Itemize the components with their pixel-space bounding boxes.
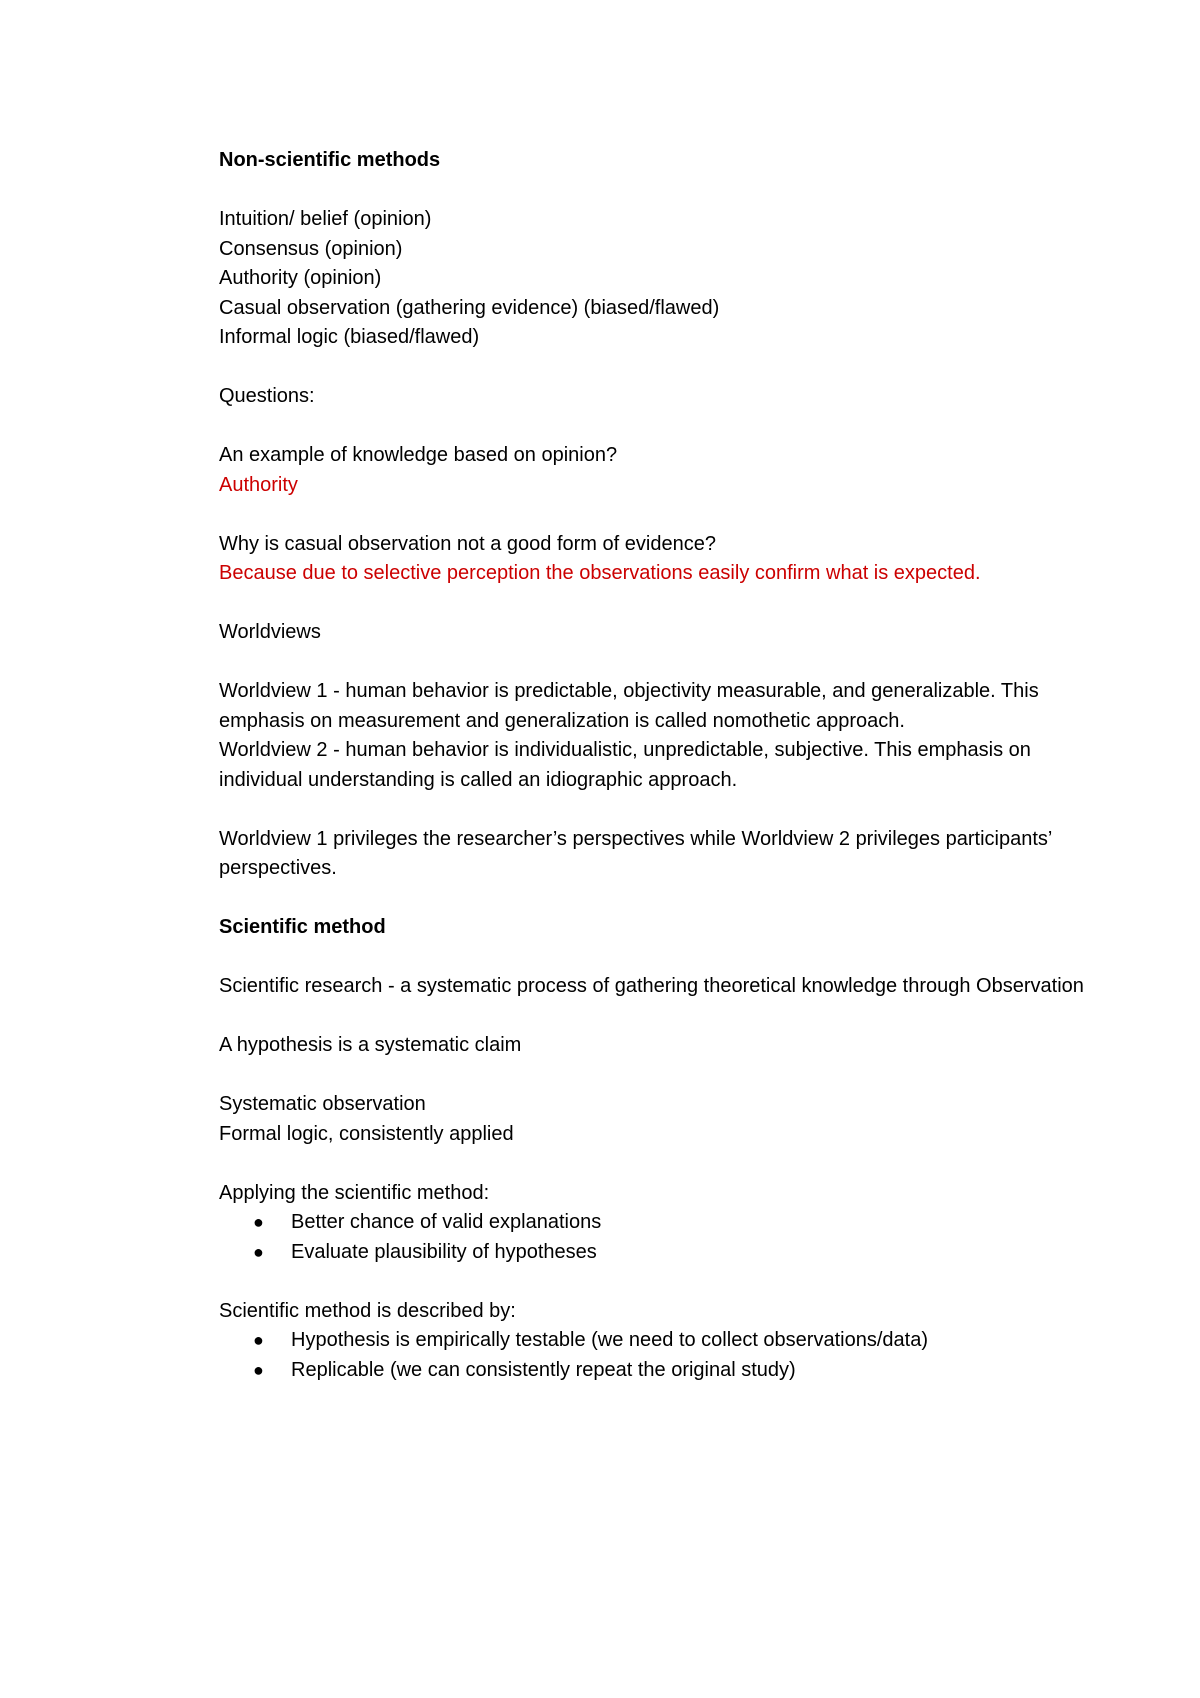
spacer — [219, 884, 1099, 914]
answer-2: Because due to selective perception the observations easily confirm what is expected. — [219, 562, 981, 584]
spacer — [219, 648, 1099, 678]
bullet-icon: ● — [253, 1359, 264, 1380]
method-item: Intuition/ belief (opinion) — [219, 208, 432, 230]
document-page — [219, 146, 1099, 1385]
bullet-icon: ● — [253, 1212, 264, 1232]
question-2: Why is casual observation not a good form of evidence? — [219, 532, 716, 555]
worldviews-label: Worldviews — [219, 621, 321, 643]
scientific-research: Scientific research - a systematic process of gathering theoretical knowledge through Observation — [219, 975, 1084, 997]
list-item: ● Hypothesis is empirically testable (we need to collect observations/data) — [219, 1326, 1099, 1356]
spacer — [219, 1061, 1099, 1091]
applying-label: Applying the scientific method: — [219, 1181, 490, 1204]
method-item: Informal logic (biased/flawed) — [219, 326, 480, 348]
described-label: Scientific method is described by: — [219, 1299, 516, 1322]
worldview-privileges: Worldview 1 privileges the researcher’s perspectives while Worldview 2 privileges participants’ perspectives. — [219, 827, 1052, 879]
spacer — [219, 795, 1099, 825]
spacer — [219, 176, 1099, 206]
method-item: Consensus (opinion) — [219, 237, 403, 260]
list-item: ● Replicable (we can consistently repeat the original study) — [219, 1356, 1099, 1386]
formal-logic: Formal logic, consistently applied — [219, 1122, 514, 1145]
worldview-2: Worldview 2 - human behavior is individualistic, unpredictable, subjective. This emphasis on individual understanding is called an idiographic approach. — [219, 739, 1031, 791]
list-item: ● Evaluate plausibility of hypotheses — [219, 1238, 1099, 1268]
answer-1: Authority — [219, 473, 298, 496]
worldview-1: Worldview 1 - human behavior is predictable, objectivity measurable, and generalizable. This emphasis on measurement and generalization is called nomothetic approach. — [219, 680, 1039, 732]
spacer — [219, 1149, 1099, 1179]
described-list — [219, 1326, 1099, 1385]
question-1: An example of knowledge based on opinion? — [219, 444, 618, 466]
spacer — [219, 353, 1099, 383]
list-item: ● Better chance of valid explanations — [219, 1208, 1099, 1238]
spacer — [219, 500, 1099, 530]
scientific-heading: Scientific method — [219, 916, 386, 938]
method-item: Casual observation (gathering evidence) (biased/flawed) — [219, 296, 720, 319]
spacer — [219, 1002, 1099, 1032]
hypothesis-claim: A hypothesis is a systematic claim — [219, 1034, 522, 1056]
bullet-icon: ● — [253, 1330, 264, 1350]
applying-list — [219, 1208, 1099, 1267]
non-scientific-heading: Non-scientific methods — [219, 149, 441, 171]
questions-label: Questions: — [219, 385, 315, 407]
spacer — [219, 1267, 1099, 1297]
spacer — [219, 943, 1099, 973]
bullet-icon: ● — [253, 1241, 264, 1262]
spacer — [219, 412, 1099, 442]
spacer — [219, 589, 1099, 619]
method-item: Authority (opinion) — [219, 267, 382, 289]
systematic-observation: Systematic observation — [219, 1093, 426, 1115]
